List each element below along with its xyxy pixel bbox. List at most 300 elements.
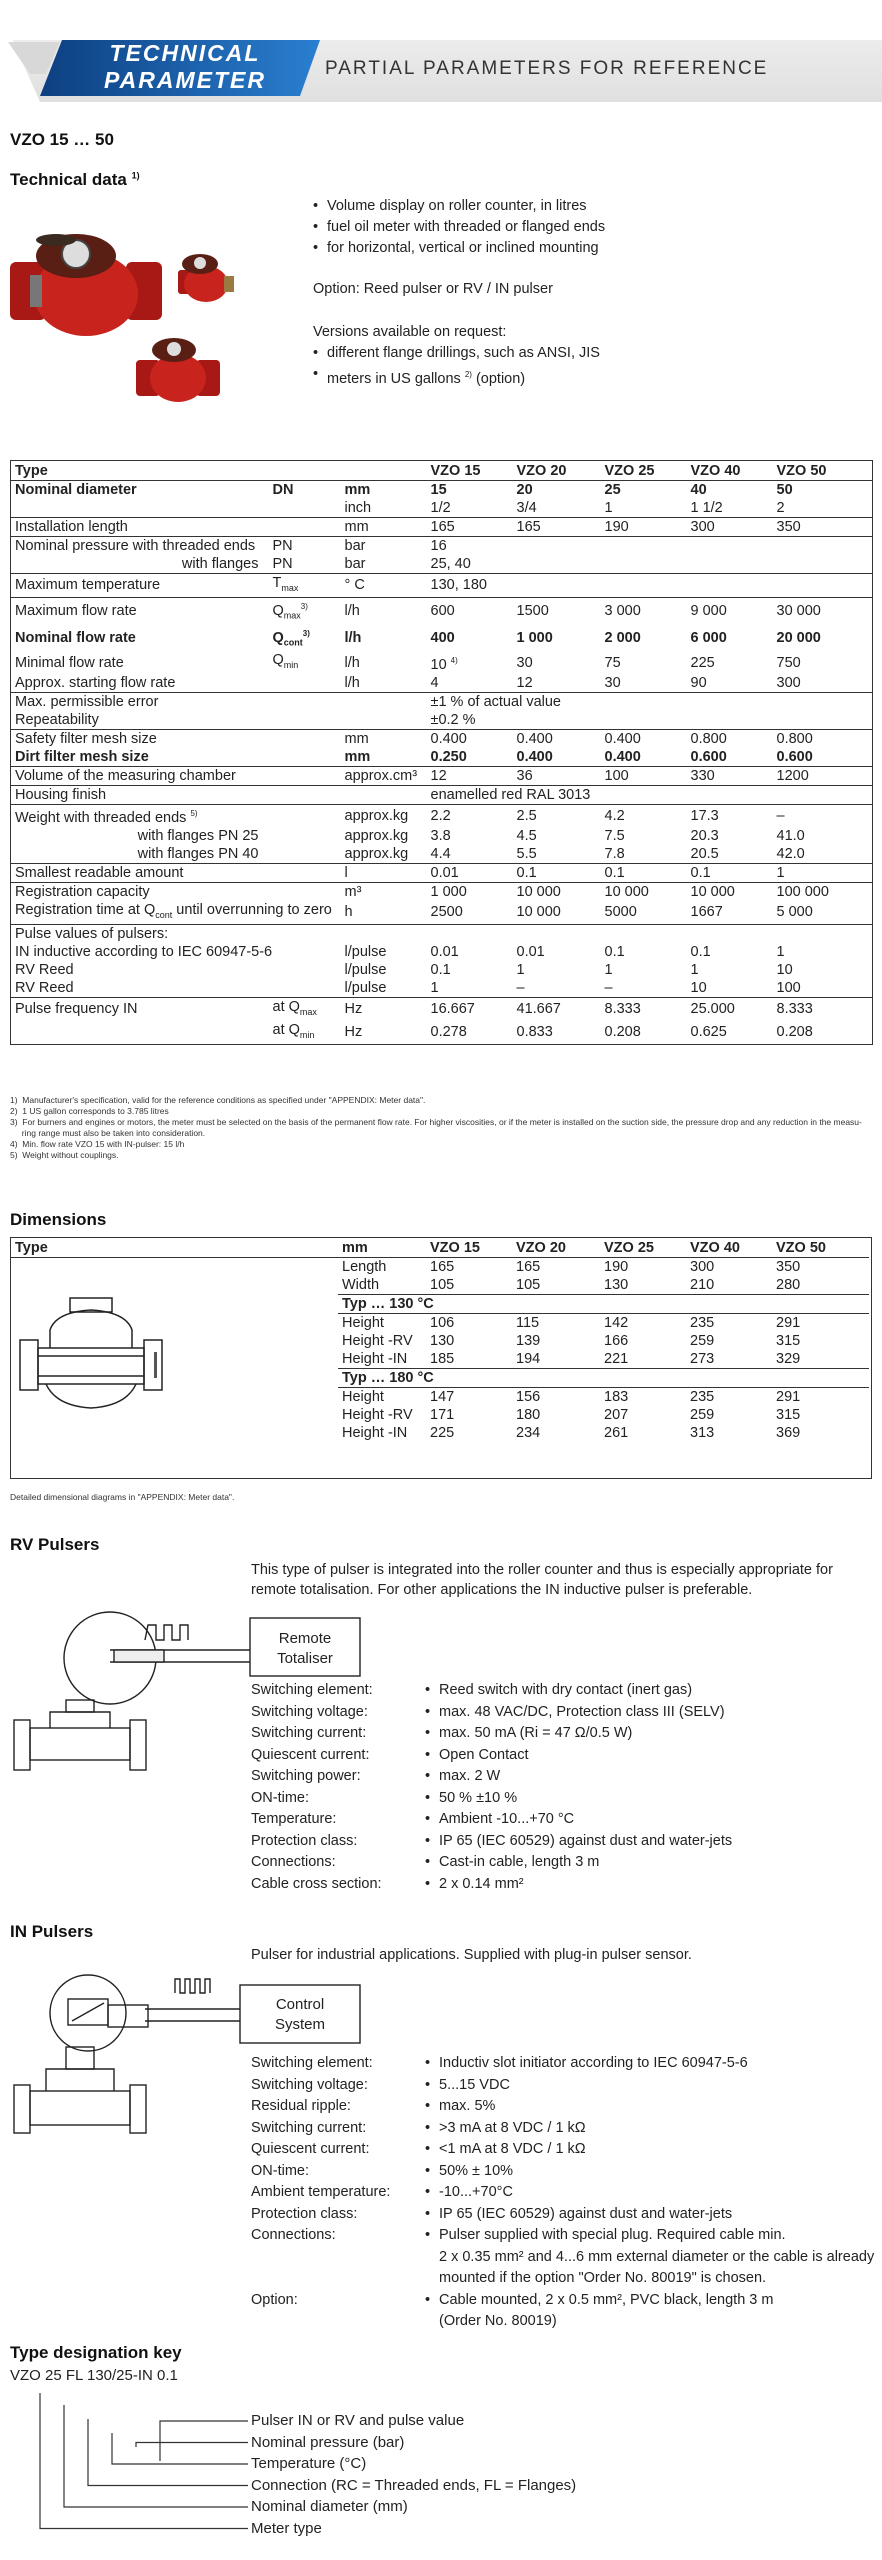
dims-cell: 180 [516, 1407, 541, 1423]
dims-cell: 259 [690, 1333, 715, 1349]
spec-cell: 3.8 [430, 828, 451, 845]
spec-cell: 8.333 [601, 997, 687, 1020]
dims-cell: 315 [776, 1333, 801, 1349]
dims-cell: 300 [690, 1259, 715, 1275]
spec-cell: 2 000 [604, 629, 641, 646]
spec-cell: Pulse values of pulsers: [11, 924, 269, 943]
spec-cell: 190 [601, 518, 687, 537]
spec-header-cell: VZO 50 [773, 461, 873, 481]
spec-key: Switching voltage: [251, 1703, 368, 1720]
header-title-line1: TECHNICAL [109, 40, 261, 66]
spec-cell: 10 [776, 961, 793, 978]
spec-cell: 16.667 [427, 997, 513, 1020]
spec-cell [427, 924, 513, 943]
spec-cell: 750 [776, 654, 801, 671]
spec-key: Option: [251, 2291, 298, 2308]
spec-cell [341, 711, 427, 730]
spec-cell: 100 [601, 767, 687, 786]
dims-cell: 280 [776, 1277, 801, 1293]
spec-line [251, 1723, 876, 1745]
spec-cell: 17.3 [687, 805, 773, 827]
type-key-title: Type designation key [10, 2343, 182, 2362]
spec-cell: RV Reed [15, 979, 74, 996]
spec-value: • -10...+70°C [425, 2182, 513, 2204]
dims-cell: 165 [430, 1259, 455, 1275]
spec-cell: $T_{max}$ [269, 574, 341, 598]
dims-row [11, 1388, 869, 1407]
version-item [313, 364, 873, 390]
spec-cell: 0.400 [516, 749, 553, 766]
dims-cell: Height -IN [342, 1351, 408, 1367]
spec-key: ON-time: [251, 2162, 309, 2179]
spec-cell: 1/2 [430, 500, 451, 516]
spec-cell: 3/4 [516, 500, 537, 516]
dims-header-cell: VZO 15 [426, 1238, 512, 1258]
in-intro: Pulser for industrial applications. Supplied with plug-in pulser sensor. [251, 1947, 692, 1963]
spec-cell: 1200 [773, 767, 873, 786]
spec-cell: Approx. starting flow rate [15, 675, 176, 692]
dims-cell: 171 [430, 1407, 455, 1423]
dims-subheader-row [11, 1295, 869, 1314]
spec-cell: mm [344, 482, 371, 498]
spec-cell: mm [341, 518, 427, 537]
spec-cell: 400 [430, 629, 455, 646]
spec-cell: 225 [690, 654, 715, 671]
spec-cell: 0.400 [427, 730, 513, 749]
spec-cell: 10 000 [687, 883, 773, 902]
in-spec-list [251, 2053, 876, 2333]
spec-row [11, 979, 873, 998]
small-meter-image [136, 338, 220, 402]
spec-line [251, 2161, 876, 2183]
dims-row [11, 1406, 869, 1424]
footnote: ring range must also be taken into consideration. [10, 1128, 206, 1138]
spec-cell: 4 [430, 675, 439, 692]
spec-row [11, 625, 873, 652]
spec-cell: ° C [341, 574, 427, 598]
spec-cell: inch [344, 500, 372, 516]
spec-cell: l [341, 864, 427, 883]
spec-cell: Repeatability [15, 712, 99, 729]
spec-cell: 0.01 [516, 943, 545, 960]
spec-cell: 0.625 [690, 1024, 727, 1041]
spec-cell: 20.3 [690, 828, 719, 845]
spec-cell: h [344, 904, 353, 921]
spec-cell: 1500 [513, 597, 601, 624]
spec-cell [269, 883, 341, 902]
spec-cell: l/pulse [344, 979, 387, 996]
type-key-item: Temperature (°C) [251, 2455, 367, 2472]
spec-cell: 12 [516, 675, 533, 692]
spec-cell: 0.400 [604, 749, 641, 766]
spec-line [251, 1766, 876, 1788]
spec-cell: 100 000 [773, 883, 873, 902]
spec-cell: 4.4 [430, 846, 451, 863]
spec-cell: 20.5 [690, 846, 719, 863]
spec-cell: 30 [604, 675, 621, 692]
dims-cell: 115 [516, 1315, 540, 1331]
dims-cell: 273 [690, 1351, 715, 1367]
spec-row [11, 574, 873, 598]
spec-value: • Reed switch with dry contact (inert gas) [425, 1680, 692, 1702]
spec-cell: 5000 [604, 904, 637, 921]
spec-line [251, 1831, 876, 1853]
spec-value: • max. 2 W [425, 1766, 500, 1788]
spec-cell: Nominal flow rate [15, 629, 136, 646]
spec-row [11, 651, 873, 674]
spec-cell: 0.600 [776, 749, 813, 766]
spec-cell: PN [269, 537, 341, 556]
spec-key: Temperature: [251, 1811, 337, 1827]
dims-header-cell: VZO 50 [772, 1238, 869, 1258]
dims-cell: 350 [776, 1259, 801, 1275]
spec-value: • 50 % ±10 % [425, 1788, 517, 1810]
spec-cell [269, 805, 341, 827]
spec-cell: with flanges [181, 556, 259, 572]
spec-cell: 20 000 [776, 629, 821, 646]
spec-cell [269, 693, 341, 712]
spec-key: Switching element: [251, 2055, 373, 2071]
spec-line [251, 2096, 876, 2118]
spec-cell: – [604, 979, 613, 996]
spec-cell: PN [272, 556, 293, 572]
spec-cell: 0.01 [430, 943, 459, 960]
spec-cell: RV Reed [15, 961, 74, 978]
spec-cell: approx.kg [344, 846, 409, 863]
spec-key: Protection class: [251, 1832, 358, 1849]
spec-cell: l/h [341, 597, 427, 624]
model-title: VZO 15 … 50 [10, 130, 114, 149]
dims-cell: Height -RV [342, 1407, 413, 1423]
spec-cell: Safety filter mesh size [11, 730, 269, 749]
technical-data-title-text: Technical data [10, 170, 127, 189]
dims-subheader: Typ … 130 °C [338, 1295, 869, 1314]
spec-row [11, 748, 873, 767]
dimensions-note: Detailed dimensional diagrams in "APPENDIX: Meter data". [10, 1492, 235, 1502]
spec-line [251, 1702, 876, 1724]
spec-row [11, 883, 873, 902]
spec-cell: 50 [776, 482, 793, 498]
spec-cell: 4.2 [601, 805, 687, 827]
spec-value: • max. 5% [425, 2096, 495, 2118]
spec-row [11, 805, 873, 827]
dims-cell: 190 [604, 1259, 629, 1275]
spec-cell: bar [344, 556, 366, 572]
dims-cell: 225 [430, 1425, 455, 1441]
dims-cell: 207 [604, 1407, 629, 1423]
dims-cell: 315 [776, 1407, 801, 1423]
spec-key: Protection class: [251, 2205, 358, 2222]
spec-row [11, 481, 873, 500]
dims-row [11, 1424, 869, 1442]
in-pulsers-title: IN Pulsers [10, 1922, 94, 1941]
option-text: Option: Reed pulser or RV / IN pulser [313, 281, 553, 297]
spec-cell: 2.2 [427, 805, 513, 827]
footnote: 3) For burners and engines or motors, the meter must be selected on the basis of the permanent flow rate. For higher viscosities, or if the meter is installed on the suction side, the pressure drop and any reduction in the measu- [10, 1117, 862, 1127]
technical-spec-table [10, 460, 873, 1045]
spec-cell [269, 767, 341, 786]
spec-cell: 10 $^{4)}$ [430, 655, 458, 673]
dims-cell: 130 [604, 1277, 629, 1293]
spec-cell [269, 845, 341, 864]
spec-cell: IN inductive according to IEC 60947-5-6 [15, 943, 273, 960]
spec-line [251, 2053, 876, 2075]
dims-cell: 194 [516, 1351, 541, 1367]
spec-row [11, 711, 873, 730]
feature-item: • for horizontal, vertical or inclined mounting [313, 238, 873, 259]
spec-header-cell: VZO 25 [601, 461, 687, 481]
spec-key: Connections: [251, 2227, 336, 2243]
dims-row [11, 1276, 869, 1295]
spec-header-cell [269, 461, 341, 481]
spec-row [11, 924, 873, 943]
spec-cell: at $Q_{min}$ [272, 1021, 315, 1040]
dimensions-title: Dimensions [10, 1210, 107, 1229]
spec-cell: Registration time at $Q_{cont}$ until overrunning to zero [15, 902, 332, 920]
header-title-line2: PARAMETER [104, 67, 266, 93]
dims-header-cell: VZO 40 [686, 1238, 772, 1258]
spec-value: • max. 48 VAC/DC, Protection class III (SELV) [425, 1702, 725, 1724]
spec-row [11, 730, 873, 749]
feature-list [313, 196, 873, 259]
medium-meter-image [178, 254, 234, 302]
dims-cell: 261 [604, 1425, 629, 1441]
spec-value: • Inductiv slot initiator according to IEC 60947-5-6 [425, 2053, 748, 2075]
spec-key: Residual ripple: [251, 2098, 351, 2114]
dims-cell: Length [342, 1259, 387, 1275]
version-item: • different flange drillings, such as ANSI, JIS [313, 343, 873, 364]
spec-cell: 0.208 [776, 1024, 813, 1041]
spec-value: • <1 mA at 8 VDC / 1 kΩ [425, 2139, 586, 2161]
spec-cell: Housing finish [11, 786, 269, 805]
spec-cell: 90 [690, 675, 707, 692]
spec-cell: 0.1 [687, 864, 773, 883]
spec-row [11, 597, 873, 624]
spec-cell: Maximum temperature [11, 574, 269, 598]
spec-cell [341, 786, 427, 805]
spec-cell: 300 [776, 675, 801, 692]
spec-cell: 1 [430, 979, 439, 996]
spec-cell [341, 924, 427, 943]
dims-cell: Height [342, 1389, 384, 1405]
spec-value: • >3 mA at 8 VDC / 1 kΩ [425, 2118, 586, 2140]
spec-cell: Nominal diameter [15, 482, 137, 498]
spec-row [11, 767, 873, 786]
version-item-text: meters in US gallons [327, 370, 461, 387]
spec-cell: 0.1 [601, 864, 687, 883]
spec-cell [773, 924, 873, 943]
dims-cell: 291 [776, 1315, 801, 1331]
spec-cell: at $Q_{max}$ [269, 997, 341, 1020]
spec-cell: Volume of the measuring chamber [11, 767, 269, 786]
spec-cell: 165 [427, 518, 513, 537]
spec-cell: 10 000 [513, 883, 601, 902]
spec-cell: 75 [604, 654, 621, 671]
dims-cell: 105 [516, 1277, 541, 1293]
dims-cell: Width [342, 1277, 380, 1293]
spec-cell: 2500 [430, 904, 463, 921]
spec-header-cell [341, 461, 427, 481]
spec-cell: 0.1 [513, 864, 601, 883]
spec-key: Ambient temperature: [251, 2184, 391, 2200]
footnotes [10, 1095, 872, 1161]
type-key-item: Connection (RC = Threaded ends, FL = Flanges) [251, 2476, 577, 2494]
spec-cell: l/pulse [344, 961, 387, 978]
dimensions-table [11, 1238, 869, 1442]
dims-header-cell: mm [338, 1238, 426, 1258]
spec-value: • 50% ± 10% [425, 2161, 513, 2183]
spec-cell: Max. permissible error [11, 693, 269, 712]
spec-cell: 41.667 [513, 997, 601, 1020]
versions-title: Versions available on request: [313, 324, 507, 340]
spec-cell: 5 000 [776, 904, 813, 921]
spec-line [251, 1788, 876, 1810]
large-meter-image [10, 234, 162, 336]
spec-value: • 2 x 0.14 mm² [425, 1874, 524, 1896]
spec-value: • 5...15 VDC [425, 2075, 510, 2097]
spec-cell: with flanges PN 25 [137, 828, 259, 845]
spec-value: • Open Contact [425, 1745, 528, 1767]
dims-cell: 147 [430, 1389, 455, 1405]
dims-header-cell: Type [11, 1238, 338, 1258]
spec-line [251, 2139, 876, 2161]
spec-line [251, 2182, 876, 2204]
dims-cell: Height -IN [342, 1425, 408, 1441]
spec-cell: 1 [690, 961, 699, 978]
dims-cell: 106 [430, 1315, 455, 1331]
spec-cell: 1 [776, 943, 785, 960]
type-key-item: Nominal pressure (bar) [251, 2433, 405, 2451]
spec-cell: enamelled red RAL 3013 [427, 786, 873, 805]
dims-subheader-row [11, 1369, 869, 1388]
spec-key: Connections: [251, 1854, 336, 1870]
spec-line [251, 2290, 876, 2333]
spec-row [11, 537, 873, 556]
spec-key: Switching element: [251, 1682, 373, 1698]
spec-line [251, 1852, 876, 1874]
spec-header-cell: VZO 20 [513, 461, 601, 481]
feature-item: • fuel oil meter with threaded or flanged ends [313, 217, 873, 238]
spec-line [251, 2225, 876, 2290]
spec-cell: 10 000 [601, 883, 687, 902]
rv-spec-list [251, 1680, 876, 1895]
spec-cell: 1 [516, 961, 525, 978]
spec-cell: 4.5 [516, 828, 537, 845]
type-key-leader-lines [10, 2385, 260, 2560]
spec-cell [341, 693, 427, 712]
rv-pulsers-title: RV Pulsers [10, 1535, 100, 1554]
spec-cell: 9 000 [687, 597, 773, 624]
spec-row [11, 864, 873, 883]
footnote: 4) Min. flow rate VZO 15 with IN-pulser: 15 l/h [10, 1139, 185, 1149]
dims-cell: 235 [690, 1389, 715, 1405]
header-subtitle: PARTIAL PARAMETERS FOR REFERENCE [325, 58, 769, 79]
spec-cell [269, 748, 341, 767]
dims-cell: 142 [604, 1315, 629, 1331]
spec-cell [269, 979, 341, 998]
spec-cell: 16 [427, 537, 873, 556]
spec-cell: 1 [773, 864, 873, 883]
spec-cell [11, 1021, 269, 1044]
spec-cell: 25 [604, 482, 621, 498]
spec-row [11, 693, 873, 712]
spec-header-cell: VZO 40 [687, 461, 773, 481]
spec-value: • Cable mounted, 2 x 0.5 mm², PVC black, length 3 m (Order No. 80019) [425, 2290, 773, 2333]
spec-cell: 130, 180 [427, 574, 873, 598]
spec-key: Cable cross section: [251, 1875, 382, 1892]
versions-block [313, 322, 873, 390]
spec-cell: 41.0 [776, 828, 805, 845]
spec-row [11, 961, 873, 979]
spec-cell: 0.800 [773, 730, 873, 749]
spec-cell [269, 499, 341, 518]
spec-cell: 5.5 [516, 846, 537, 863]
spec-cell: Pulse frequency IN [11, 997, 269, 1020]
spec-cell: 3 000 [601, 597, 687, 624]
spec-cell [687, 924, 773, 943]
meter-photos [10, 200, 250, 440]
spec-key: Switching current: [251, 1725, 367, 1741]
spec-key: Quiescent current: [251, 2141, 370, 2157]
in-box-line1: Control [275, 1996, 325, 2013]
spec-cell: 0.250 [430, 749, 467, 766]
spec-cell [269, 674, 341, 693]
spec-cell: 0.800 [687, 730, 773, 749]
dims-cell: 369 [776, 1425, 801, 1441]
dims-cell: 313 [690, 1425, 715, 1441]
spec-row [11, 997, 873, 1020]
spec-cell [11, 499, 269, 518]
spec-cell: 36 [513, 767, 601, 786]
spec-cell [269, 924, 341, 943]
spec-cell: Minimal flow rate [15, 654, 124, 671]
spec-key: Switching voltage: [251, 2076, 368, 2093]
dims-row [11, 1258, 869, 1277]
dims-header-row [11, 1238, 869, 1258]
spec-cell: l/pulse [344, 943, 387, 960]
spec-cell: 0.208 [604, 1024, 641, 1041]
type-key-item: Pulser IN or RV and pulse value [251, 2412, 465, 2429]
spec-cell: $Q_{min}$ [272, 652, 299, 671]
spec-cell: 1667 [690, 904, 723, 921]
spec-cell: 600 [427, 597, 513, 624]
spec-line [251, 1680, 876, 1702]
spec-cell: 42.0 [776, 846, 805, 863]
dims-row [11, 1350, 869, 1369]
footnote: 1) Manufacturer's specification, valid for the reference conditions as specified under "APPENDIX: Meter data". [10, 1095, 426, 1105]
spec-cell [269, 786, 341, 805]
spec-cell: Dirt filter mesh size [15, 749, 149, 766]
spec-cell: 300 [687, 518, 773, 537]
spec-cell: ±0.2 % [430, 712, 476, 729]
spec-value: • Cast-in cable, length 3 m [425, 1852, 599, 1874]
in-box-line2: System [274, 2016, 326, 2033]
spec-line [251, 2075, 876, 2097]
spec-cell: Hz [341, 997, 427, 1020]
spec-cell: 20 [516, 482, 533, 498]
spec-cell: – [773, 805, 873, 827]
spec-line [251, 1809, 876, 1831]
spec-line [251, 2204, 876, 2226]
technical-data-title [10, 170, 140, 190]
spec-line [251, 2118, 876, 2140]
rv-intro: This type of pulser is integrated into the roller counter and thus is especially appropriate for remote totalisation. For other applications the IN inductive pulser is preferable. [251, 1562, 833, 1598]
dims-cell: Height [342, 1315, 384, 1331]
rv-box-line1: Remote [278, 1630, 332, 1647]
spec-cell: 30 [516, 654, 533, 671]
spec-cell: 25.000 [687, 997, 773, 1020]
dims-cell: 291 [776, 1389, 801, 1405]
